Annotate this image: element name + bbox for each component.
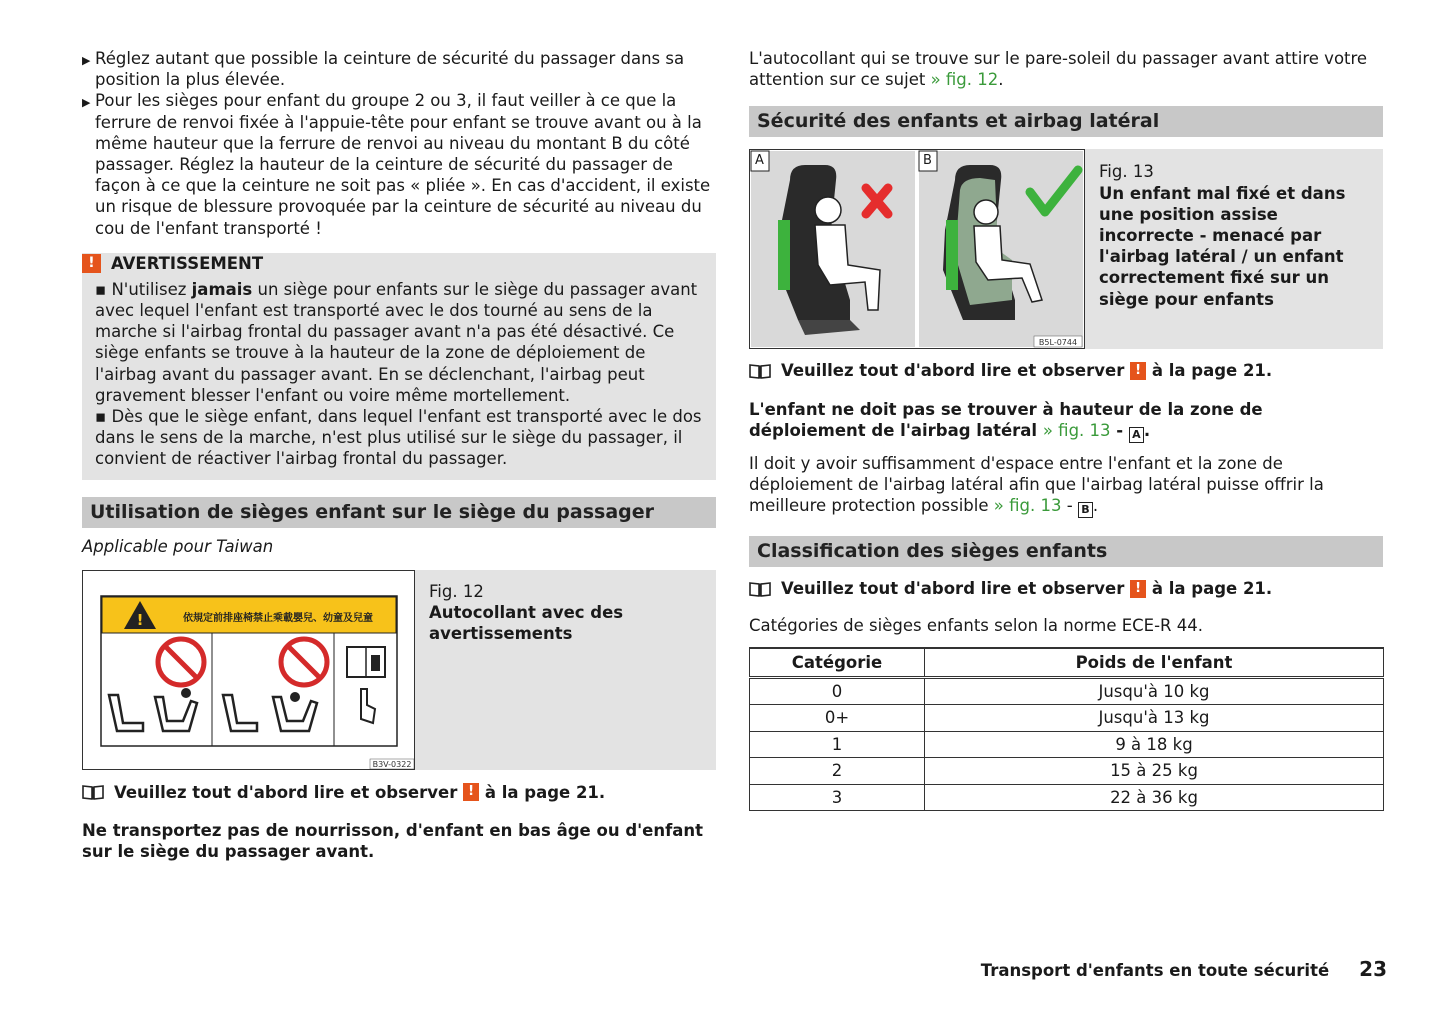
categories-table: [749, 647, 1384, 812]
book-icon: [749, 581, 771, 597]
section-title: Classification des sièges enfants: [749, 536, 1383, 567]
table-row: 2 15 à 25 kg: [750, 758, 1384, 785]
fig12-caption: Fig. 12 Autocollant avec des avertissements: [429, 581, 624, 644]
svg-text:!: !: [136, 610, 144, 629]
read-first-note: Veuillez tout d'abord lire et observer ! à la page 21.: [749, 578, 1383, 599]
fig13-link[interactable]: » fig. 13: [993, 496, 1062, 516]
figure-12: [82, 570, 716, 770]
right-column: [749, 48, 1383, 811]
bullet-item: ▶ Pour les sièges pour enfant du groupe 2 ou 3, il faut veiller à ce que la ferrure de renvoi fixée à l'appuie-tête pour enfant se trouve avant ou à la même hauteur que la ferrure de renvoi au niveau du montant B du côté passager. Réglez la hauteur de la ceinture de sécurité du passager de façon à ce que la ceinture ne soit pas « pliée ». En cas d'accident, il existe un risque de blessure provoquée par la ceinture de sécurité au niveau du cou de l'enfant transporté !: [82, 91, 711, 238]
label-a-box: A: [1129, 427, 1144, 443]
header-category: Catégorie: [750, 648, 925, 678]
svg-text:B3V-0322: B3V-0322: [372, 759, 412, 769]
warning-sticker-illustration: [83, 571, 414, 769]
label-b-box: B: [1078, 502, 1093, 518]
left-column: [82, 48, 716, 862]
warning-icon: !: [1130, 580, 1146, 598]
bullet-triangle-icon: ▶: [82, 96, 91, 110]
table-row: 0 Jusqu'à 10 kg: [750, 677, 1384, 705]
bullet-triangle-icon: ▶: [82, 54, 91, 67]
table-row: 0+ Jusqu'à 13 kg: [750, 705, 1384, 732]
bold-note: Ne transportez pas de nourrisson, d'enfant en bas âge ou d'enfant sur le siège du passager avant.: [82, 821, 704, 862]
read-first-note: Veuillez tout d'abord lire et observer ! à la page 21.: [749, 360, 1383, 381]
header-weight: Poids de l'enfant: [925, 648, 1384, 678]
figure-13: [749, 149, 1383, 349]
categories-text: Catégories de sièges enfants selon la norme ECE-R 44.: [749, 616, 1204, 636]
fig13-label-a: A: [755, 153, 764, 169]
warning-heading: ! AVERTISSEMENT: [82, 253, 716, 275]
fig13-caption: Fig. 13 Un enfant mal fixé et dans une position assise incorrecte - menacé par l'airbag latéral / un enfant correctement fixé sur un siège pour enfants: [1099, 162, 1346, 309]
spacing-paragraph: Il doit y avoir suffisamment d'espace entre l'enfant et la zone de déploiement de l'airbag latéral afin que l'airbag latéral puisse offrir la meilleure protection possible » fig. 13 - B .: [749, 453, 1324, 517]
book-icon: [82, 784, 104, 800]
page-number: 23: [1359, 957, 1387, 981]
bold-paragraph: L'enfant ne doit pas se trouver à hauteur de la zone de déploiement de l'airbag latéral » fig. 13 - A .: [749, 399, 1263, 441]
table-row: 3 22 à 36 kg: [750, 784, 1384, 811]
chapter-title: Transport d'enfants en toute sécurité: [980, 961, 1330, 980]
warning-icon: !: [1130, 362, 1146, 380]
warning-icon: !: [463, 783, 479, 801]
fig12-image: [82, 570, 415, 770]
warning-item: ▪ Dès que le siège enfant, dans lequel l'enfant est transporté avec le dos dans le sens de la marche, n'est plus utilisé sur le siège du passager, il convient de réactiver l'airbag frontal du passager.: [95, 407, 702, 469]
table-header-row: [750, 648, 1384, 678]
warning-icon: !: [82, 254, 101, 273]
fig13-image: [749, 149, 1085, 349]
section-title: Sécurité des enfants et airbag latéral: [749, 106, 1383, 137]
book-icon: [749, 363, 771, 379]
section-title: Utilisation de sièges enfant sur le siège du passager: [82, 497, 716, 528]
sticker-text: 依規定前排座椅禁止乘載嬰兒、幼童及兒童: [183, 612, 373, 624]
side-airbag-illustration: [750, 150, 1084, 348]
read-first-note: Veuillez tout d'abord lire et observer ! à la page 21.: [82, 782, 716, 803]
applicable-note: Applicable pour Taiwan: [82, 536, 274, 556]
table-row: 1 9 à 18 kg: [750, 731, 1384, 758]
warning-box: [82, 253, 716, 480]
svg-text:B5L-0744: B5L-0744: [1038, 338, 1078, 348]
fig12-link[interactable]: » fig. 12: [930, 70, 999, 90]
warning-item: ▪ N'utilisez jamais un siège pour enfants sur le siège du passager avant avec lequel l'enfant est transporté avec le dos tourné au sens de la marche si l'airbag frontal du passager avant n'a pas été désactivé. Ce siège enfants se trouve à la hauteur de la zone de déploiement de l'airbag avant du passager avant. En se déclenchant, l'airbag peut gravement blesser l'enfant ou voire même mortellement.: [95, 279, 698, 405]
fig13-label-b: B: [923, 153, 932, 169]
intro-paragraph: L'autocollant qui se trouve sur le pare-soleil du passager avant attire votre attention sur ce sujet » fig. 12.: [749, 49, 1368, 90]
page-footer: [981, 957, 1387, 981]
fig13-link[interactable]: » fig. 13: [1042, 420, 1111, 440]
bullet-item: ▶ Réglez autant que possible la ceinture de sécurité du passager dans sa position la plus élevée.: [82, 49, 685, 90]
